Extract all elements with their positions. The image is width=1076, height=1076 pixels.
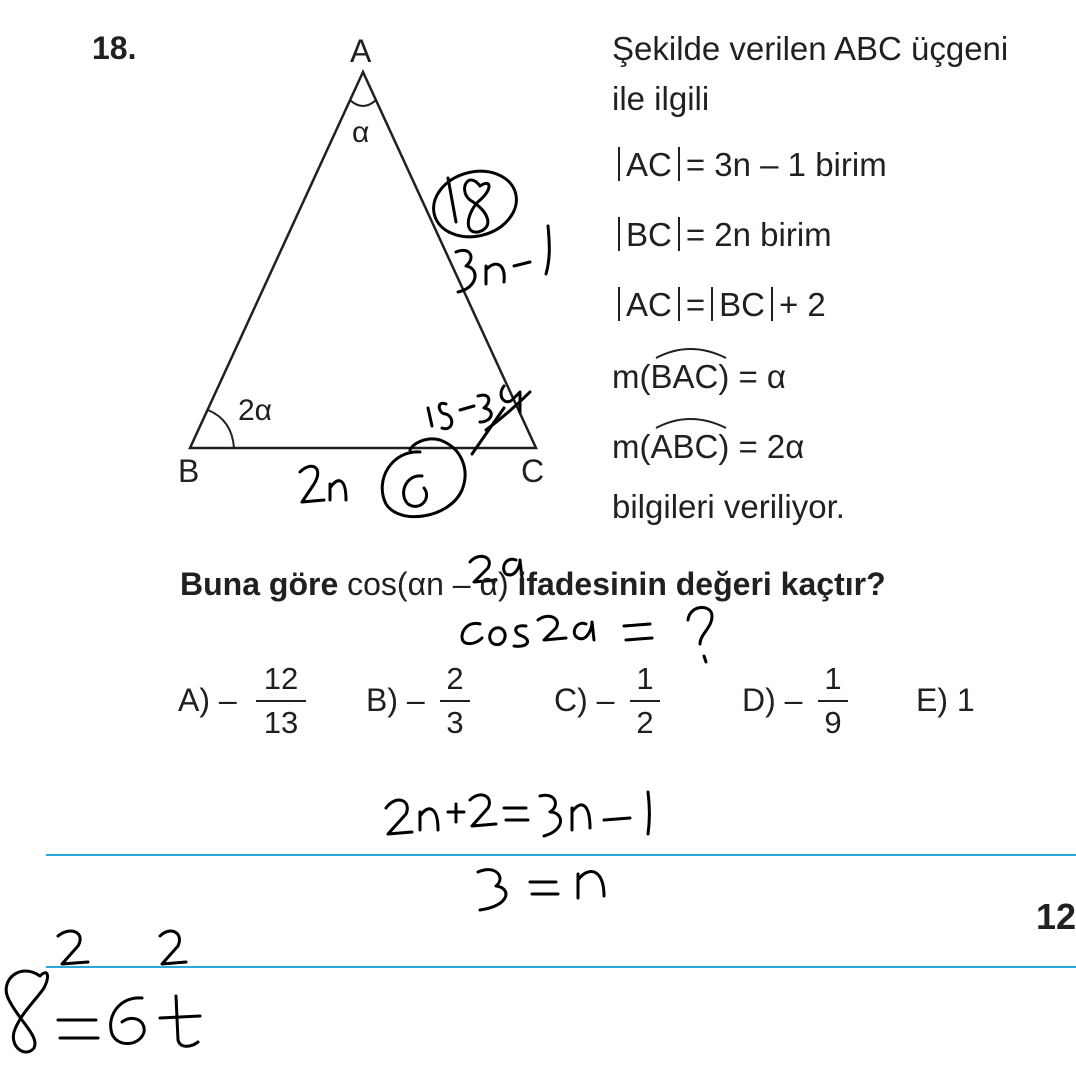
given-ac2-label: AC xyxy=(626,286,672,323)
handwriting-pythagoras xyxy=(6,931,200,1052)
angle-b-arc xyxy=(208,410,234,448)
option-a-label[interactable]: A) – xyxy=(178,682,237,718)
option-d-numerator: 1 xyxy=(824,661,842,696)
question-expression: cos(αn – α) xyxy=(347,566,509,602)
option-a-numerator: 12 xyxy=(263,661,299,696)
given-ac-length xyxy=(612,146,887,184)
given-angle-abc: m(ABC) = 2α xyxy=(612,428,805,465)
angle-a-arc xyxy=(350,100,376,106)
fraction-bar xyxy=(256,700,306,702)
option-d-label[interactable]: D) – xyxy=(742,682,803,718)
abs-bar xyxy=(618,147,620,181)
vertex-c-label: C xyxy=(521,453,545,489)
option-b-fraction xyxy=(440,660,470,742)
option-b-numerator: 2 xyxy=(446,661,464,696)
handwriting-2n xyxy=(300,466,346,502)
handwriting-6-circled xyxy=(382,439,465,517)
abs-bar xyxy=(678,217,680,251)
given-angle-bac: m(BAC) = α xyxy=(612,358,787,395)
given-bc-label: BC xyxy=(626,216,672,253)
intro-line-2: ile ilgili xyxy=(612,80,710,117)
given-closing: bilgileri veriliyor. xyxy=(612,488,845,525)
fraction-bar xyxy=(440,700,470,702)
question-bold-start: Buna göre xyxy=(180,566,339,602)
option-a-fraction xyxy=(256,660,306,742)
vertex-b-label: B xyxy=(178,453,200,489)
blue-rule-top xyxy=(46,854,1076,856)
question-number: 18. xyxy=(92,30,137,66)
given-ac-value: = 3n – 1 birim xyxy=(685,146,887,183)
handwriting-layer xyxy=(6,162,712,1052)
abs-bar xyxy=(618,217,620,251)
page-number-fragment: 12 xyxy=(1035,896,1076,937)
given-bc-value: = 2n birim xyxy=(685,216,832,253)
angle-b-label: 2α xyxy=(238,394,273,427)
vertex-a-label: A xyxy=(350,33,372,69)
handwriting-equation-1 xyxy=(386,792,650,836)
question-bold-end: ifadesinin değeri kaçtır? xyxy=(517,566,886,602)
fraction-bar xyxy=(630,700,660,702)
option-c-denominator: 2 xyxy=(636,705,654,740)
handwriting-18-3a xyxy=(428,386,530,454)
abs-bar xyxy=(678,147,680,181)
angle-a-label: α xyxy=(352,116,370,149)
option-c-fraction xyxy=(630,660,660,742)
option-d-fraction xyxy=(818,660,848,742)
abs-bar xyxy=(618,287,620,321)
option-a-denominator: 13 xyxy=(263,705,299,740)
given-ac-label: AC xyxy=(626,146,672,183)
given-plus-two: + 2 xyxy=(778,286,826,323)
handwriting-8-circled xyxy=(426,162,524,246)
abs-bar xyxy=(678,287,680,321)
option-b-denominator: 3 xyxy=(446,705,464,740)
handwriting-equation-2 xyxy=(478,870,604,910)
option-e-label[interactable]: E) 1 xyxy=(916,682,975,718)
given-eq: = xyxy=(685,286,706,323)
fraction-bar xyxy=(818,700,848,702)
given-bc-length xyxy=(612,216,832,254)
option-b-label[interactable]: B) – xyxy=(366,682,425,718)
given-bc2-label: BC xyxy=(719,286,765,323)
intro-line-1: Şekilde verilen ABC üçgeni xyxy=(612,30,1009,67)
given-ac-bc-relation xyxy=(612,286,826,324)
question-stem xyxy=(180,566,886,603)
handwriting-cos2a xyxy=(462,607,712,662)
blue-rule-bottom xyxy=(46,966,1076,968)
abs-bar xyxy=(711,287,713,321)
option-d-denominator: 9 xyxy=(824,705,842,740)
abs-bar xyxy=(771,287,773,321)
option-c-numerator: 1 xyxy=(636,661,654,696)
option-c-label[interactable]: C) – xyxy=(554,682,615,718)
